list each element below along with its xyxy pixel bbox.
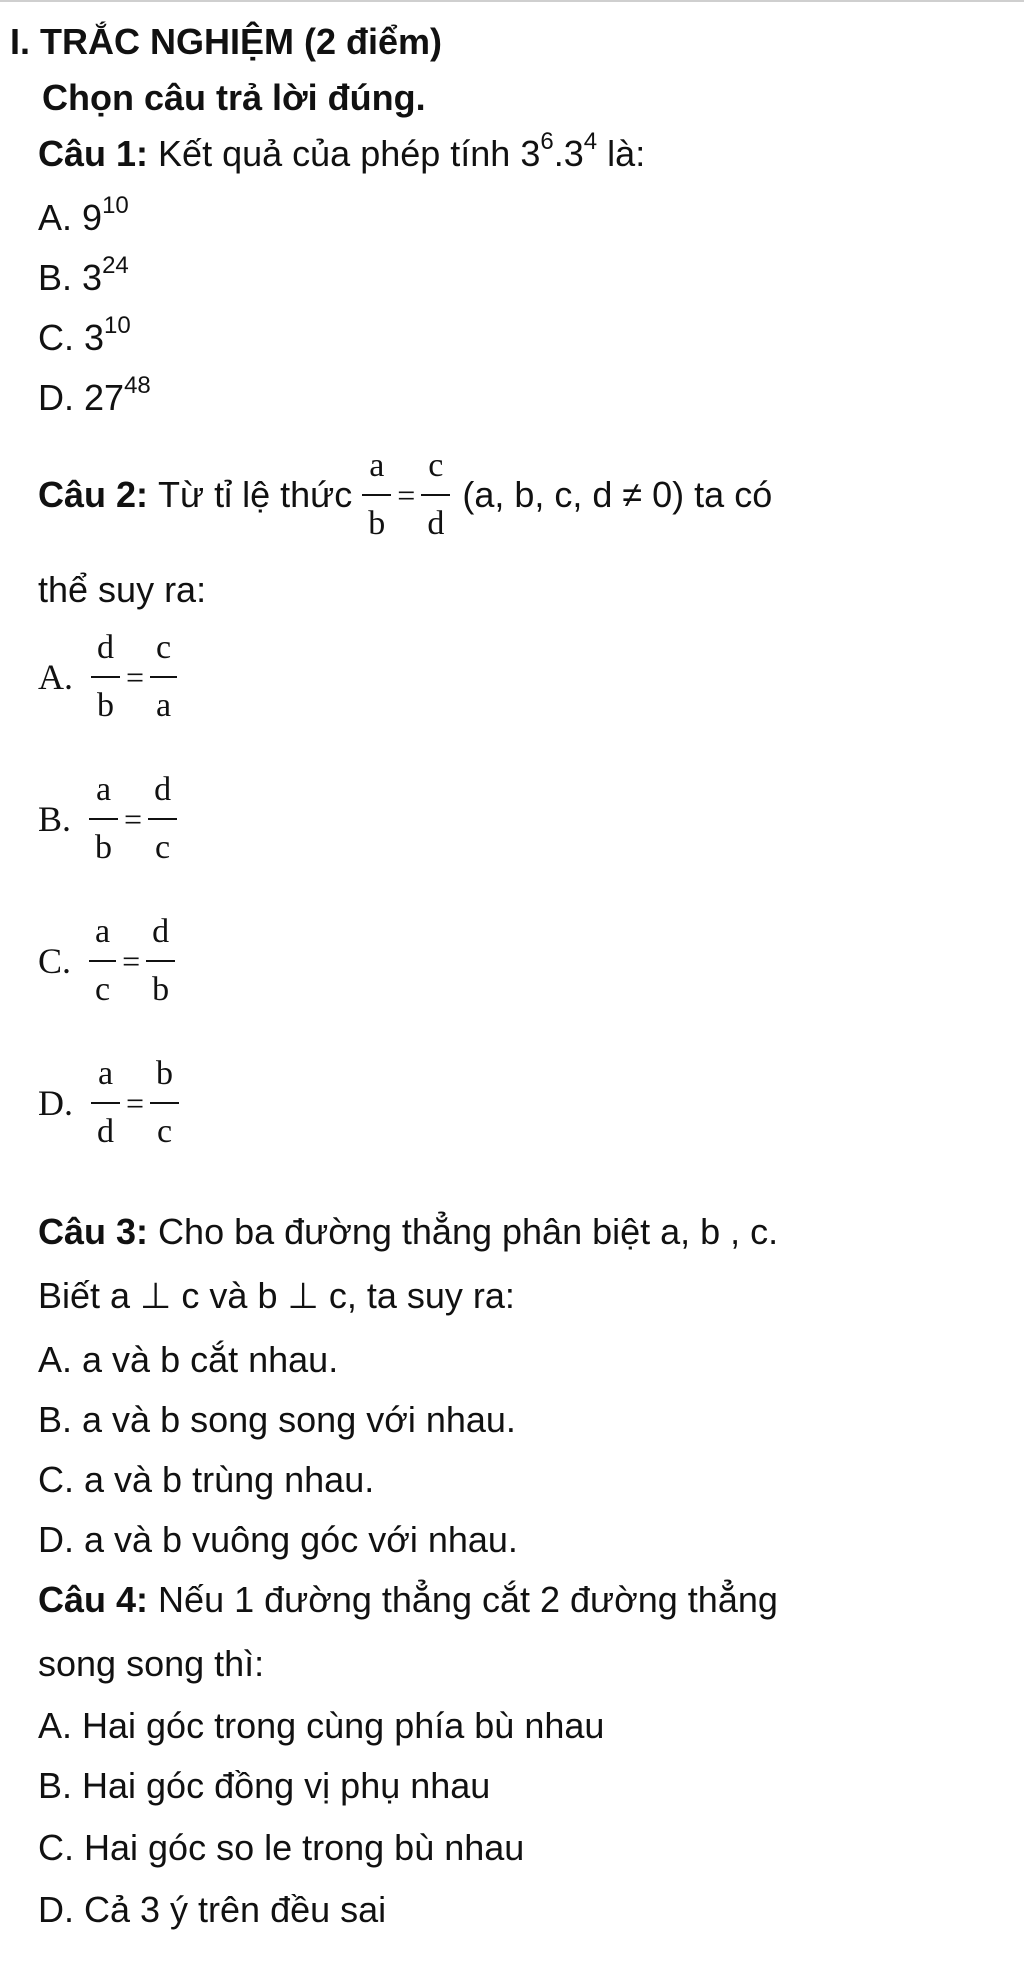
q2-fraction-1: $\frac{a}{b}$ (362, 448, 391, 542)
question-1 (38, 128, 646, 176)
question-2: Câu 2: Từ tỉ lệ thức $\frac{a}{b}$ = $\frac{c}{d}$ (a, b, c, d ≠ 0) ta có (38, 447, 773, 542)
question-2-text: Từ tỉ lệ thức (158, 474, 353, 515)
question-2-continuation: thể suy ra: (38, 569, 207, 610)
q3-option-d: D. a và b vuông góc với nhau. (38, 1519, 518, 1560)
question-3-line2: Biết a ⊥ c và b ⊥ c, ta suy ra: (38, 1275, 515, 1316)
q3-option-b: B. a và b song song với nhau. (38, 1399, 516, 1440)
question-3-label: Câu 3: (38, 1211, 149, 1252)
q4-option-d: D. Cả 3 ý trên đều sai (38, 1889, 387, 1930)
q2-option-a: A. $\frac{d}{b}$ = $\frac{c}{a}$ (38, 630, 179, 724)
top-border (0, 0, 1024, 2)
q4-option-a: A. Hai góc trong cùng phía bù nhau (38, 1705, 605, 1746)
q4-option-c: C. Hai góc so le trong bù nhau (38, 1827, 525, 1868)
q3-option-c: C. a và b trùng nhau. (38, 1459, 375, 1500)
question-4-text: Nếu 1 đường thẳng cắt 2 đường thẳng (158, 1579, 778, 1620)
question-4 (38, 1578, 778, 1622)
q1-option-d: D. $27^{48}$ (38, 372, 151, 418)
question-4-line2: song song thì: (38, 1643, 265, 1684)
section-title: I. TRẮC NGHIỆM (2 điểm) (10, 21, 443, 62)
question-3-text: Cho ba đường thẳng phân biệt a, b , c. (158, 1211, 779, 1252)
q2-option-c: C. $\frac{a}{c}$ = $\frac{d}{b}$ (38, 914, 177, 1008)
q1-option-b: B. $3^{24}$ (38, 252, 129, 298)
question-1-suffix: là: (607, 133, 646, 174)
q2-fraction-2: $\frac{c}{d}$ (421, 448, 450, 542)
q4-option-b: B. Hai góc đồng vị phụ nhau (38, 1765, 491, 1806)
q1-option-c: C. $3^{10}$ (38, 312, 131, 358)
q2-option-d: D. $\frac{a}{d}$ = $\frac{b}{c}$ (38, 1056, 181, 1150)
question-1-label: Câu 1: (38, 133, 149, 174)
question-2-condition: (a, b, c, d ≠ 0) ta có (462, 474, 773, 515)
question-4-label: Câu 4: (38, 1579, 149, 1620)
question-2-label: Câu 2: (38, 474, 149, 515)
section-instruction: Chọn câu trả lời đúng. (42, 77, 426, 118)
question-3 (38, 1210, 778, 1254)
question-1-text: Kết quả của phép tính (158, 133, 511, 174)
q2-option-b: B. $\frac{a}{b}$ = $\frac{d}{c}$ (38, 772, 179, 866)
q3-option-a: A. a và b cắt nhau. (38, 1339, 339, 1380)
question-1-expression: $3^6.3^4$ (520, 128, 598, 174)
q1-option-a: A. $9^{10}$ (38, 192, 129, 238)
